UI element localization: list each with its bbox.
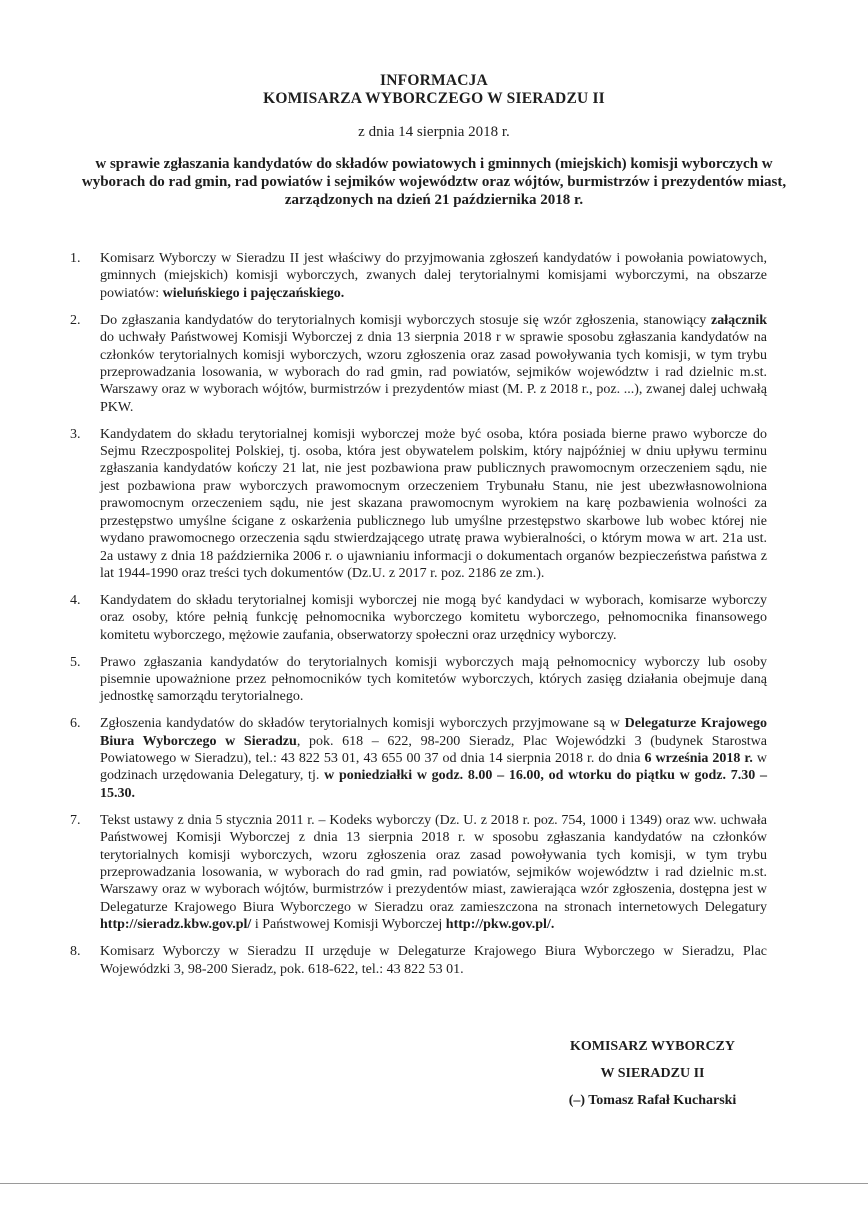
delegation-url: http://sieradz.kbw.gov.pl/ — [100, 917, 252, 933]
item-text: i Państwowej Komisji Wyborczej — [251, 917, 446, 933]
list-item-5 — [70, 654, 767, 706]
list-item-2 — [70, 312, 767, 416]
item-number: 3. — [70, 426, 81, 442]
info-list — [70, 250, 767, 987]
pkw-url: http://pkw.gov.pl/. — [445, 917, 555, 933]
item-number: 8. — [70, 944, 81, 960]
deadline-date: 6 września 2018 r. — [644, 751, 753, 767]
item-text: , pok. 618 – 622, 98-200 Sieradz, Plac Wojewódzki 3 (budynek Starostwa Powiatowego w Sieradzu), tel.: 43 822 53 01, 43 655 00 37 od dnia 14 sierpnia 2018 r. do dnia — [100, 733, 767, 767]
item-text: Kandydatem do składu terytorialnej komisji wyborczej nie mogą być kandydaci w wyborach, komisarze wyborczy oraz osoby, które pełnią funkcję pełnomocnika wyborczego komitetu wyborczego, pełnomocnika finansowego komitetu wyborczego, mężowie zaufania, obserwatorzy społeczni oraz urzędnicy wyborczy. — [100, 592, 767, 643]
list-item-1 — [70, 250, 767, 302]
item-text-bold: wieluńskiego i pajęczańskiego. — [162, 285, 345, 301]
item-text: Zgłoszenia kandydatów do składów terytorialnych komisji wyborczych przyjmowane są w — [100, 716, 625, 732]
title-line-1: INFORMACJA — [380, 72, 488, 89]
item-number: 1. — [70, 251, 81, 266]
document-title — [0, 72, 868, 108]
item-number: 7. — [70, 812, 81, 828]
document-header — [0, 72, 868, 209]
signature-office: W SIERADZU II — [600, 1066, 705, 1081]
list-item-4 — [70, 592, 767, 644]
item-text: Kandydatem do składu terytorialnej komisji wyborczej może być osoba, która posiada bierne prawo wyborcze do Sejmu Rzeczpospolitej Polskiej, tj. osoba, która jest obywatelem polskim, który najpóźniej w dniu upływu terminu zgłaszania kandydatów kończy 21 lat, nie jest pozbawiona praw publicznych prawomocnym orzeczeniem sądu, nie jest pozbawiona praw wyborczych prawomocnym orzeczeniem Trybunału Stanu, nie jest ubezwłasnowolniona prawomocnym orzeczeniem sądu, nie jest skazana prawomocnym wyrokiem na karę pozbawienia wolności za przestępstwo umyślne ścigane z oskarżenia publicznego lub umyślne przestępstwo skarbowe lub wobec której nie wydano prawomocnego orzeczenia sądu stwierdzającego utratę prawa wybieralności, o którym mowa w art. 21a ust. 2a ustawy z dnia 18 października 2006 r. o ujawnianiu informacji o dokumentach organów bezpieczeństwa państwa z lat 1944-1990 oraz treści tych dokumentów (Dz.U. z 2017 r. poz. 2186 ze zm.). — [100, 426, 767, 581]
attachment-label: załącznik — [711, 312, 767, 328]
title-line-2: KOMISARZA WYBORCZEGO W SIERADZU II — [263, 90, 605, 107]
item-number: 2. — [70, 312, 81, 328]
list-item-3 — [70, 426, 767, 583]
item-text: Tekst ustawy z dnia 5 stycznia 2011 r. – Kodeks wyborczy (Dz. U. z 2018 r. poz. 754, 1000 i 1349) oraz ww. uchwała Państwowej Komisji Wyborczej z dnia 13 sierpnia 2018 r. w sposobu zgłaszania kandydatów na członków terytorialnych komisji wyborczych, wzoru zgłoszenia oraz zasad powoływania tych komisji, w tym trybu przeprowadzania losowania, w wyborach do rad gmin, rad powiatów, sejmików województw i rad dzielnic m.st. Warszawy oraz w wyborach wójtów, burmistrzów i prezydentów miast, zawierająca wzór zgłoszenia, dostępna jest w Delegaturze Krajowego Biura Wyborczego w Sieradzu oraz zamieszczona na stronach internetowych Delegatury — [100, 812, 767, 915]
office-hours: w poniedziałki w godz. 8.00 – 16.00, od wtorku do piątku w godz. 7.30 – 15.30. — [100, 768, 767, 801]
document-date: z dnia 14 sierpnia 2018 r. — [358, 124, 510, 140]
signature-title: KOMISARZ WYBORCZY — [569, 1039, 736, 1054]
office-name: Delegaturze Krajowego Biura Wyborczego w Sieradzu — [100, 716, 768, 749]
list-item-7 — [70, 812, 767, 934]
bottom-divider — [0, 1183, 868, 1184]
item-text: w godzinach urzędowania Delegatury, tj. — [100, 751, 767, 784]
signature-block — [540, 1033, 765, 1114]
document-subject: w sprawie zgłaszania kandydatów do składów powiatowych i gminnych (miejskich) komisji wyborczych w wyborach do rad gmin, rad powiatów i sejmików województw oraz wójtów, burmistrzów i prezydentów miast, zarządzonych na dzień 21 października 2018 r. — [81, 156, 787, 208]
item-number: 5. — [70, 654, 81, 670]
item-number: 4. — [70, 592, 81, 608]
signature-name: (–) Tomasz Rafał Kucharski — [568, 1093, 737, 1108]
item-text: Komisarz Wyborczy w Sieradzu II urzęduje w Delegaturze Krajowego Biura Wyborczego w Sieradzu, Plac Wojewódzki 3, 98-200 Sieradz, pok. 618-622, tel.: 43 822 53 01. — [100, 944, 767, 977]
item-text: Prawo zgłaszania kandydatów do terytorialnych komisji wyborczych mają pełnomocnicy wyborczy lub osoby pisemnie upoważnione przez pełnomocników tych komitetów wyborczych, których zasięg działania obejmuje daną jednostkę samorządu terytorialnego. — [100, 654, 767, 705]
list-item-6 — [70, 715, 767, 802]
list-item-8 — [70, 943, 767, 978]
item-number: 6. — [70, 716, 81, 732]
item-text: Komisarz Wyborczy w Sieradzu II jest właściwy do przyjmowania zgłoszeń kandydatów i powołania powiatowych, gminnych (miejskich) komisji wyborczych, zwanych dalej terytorialnymi komisjami wyborczymi, na obszarze powiatów: — [100, 251, 767, 301]
item-text: do uchwały Państwowej Komisji Wyborczej z dnia 13 sierpnia 2018 r w sprawie sposobu zgłaszania kandydatów na członków terytorialnych komisji wyborczych, wzoru zgłoszenia oraz zasad powoływania tych komisji, w tym trybu przeprowadzania losowania, w wyborach do rad gmin, rad powiatów, sejmików województw i rad dzielnic m.st. Warszawy oraz w wyborach wójtów, burmistrzów i prezydentów miast (M. P. z 2018 r., poz. ...), zwanej dalej uchwałą PKW. — [100, 330, 767, 415]
item-text: Do zgłaszania kandydatów do terytorialnych komisji wyborczych stosuje się wzór zgłoszenia, stanowiący — [100, 312, 711, 328]
